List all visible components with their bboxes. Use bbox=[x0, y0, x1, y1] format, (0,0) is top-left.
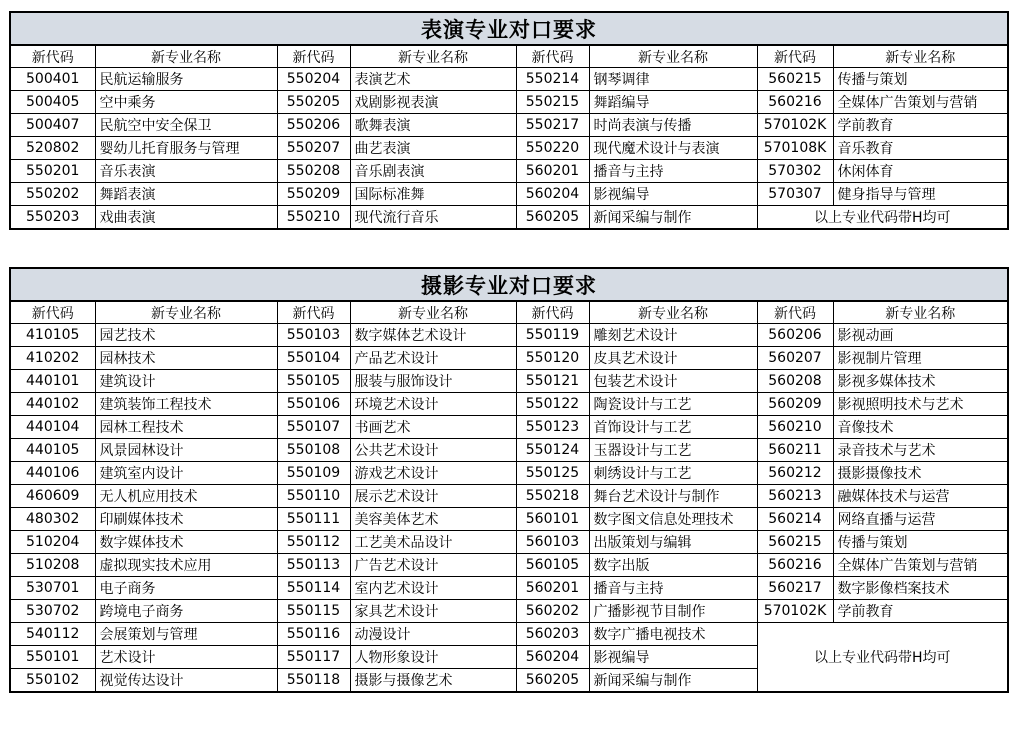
major-code: 440105 bbox=[10, 439, 95, 462]
major-name: 戏剧影视表演 bbox=[350, 91, 516, 114]
major-name: 数字媒体技术 bbox=[95, 531, 277, 554]
header-name: 新专业名称 bbox=[589, 45, 757, 68]
major-name: 建筑室内设计 bbox=[95, 462, 277, 485]
major-code: 550208 bbox=[277, 160, 350, 183]
major-name: 现代魔术设计与表演 bbox=[589, 137, 757, 160]
major-name: 健身指导与管理 bbox=[833, 183, 1008, 206]
major-code: 550214 bbox=[516, 68, 589, 91]
major-name: 国际标准舞 bbox=[350, 183, 516, 206]
major-code: 550107 bbox=[277, 416, 350, 439]
major-name: 婴幼儿托育服务与管理 bbox=[95, 137, 277, 160]
major-code: 560205 bbox=[516, 206, 589, 230]
major-code: 550119 bbox=[516, 324, 589, 347]
major-name: 影视多媒体技术 bbox=[833, 370, 1008, 393]
major-name: 数字广播电视技术 bbox=[589, 623, 757, 646]
major-name: 广播影视节目制作 bbox=[589, 600, 757, 623]
table-row bbox=[10, 160, 1008, 183]
major-name: 广告艺术设计 bbox=[350, 554, 516, 577]
major-name: 雕刻艺术设计 bbox=[589, 324, 757, 347]
table-row bbox=[10, 508, 1008, 531]
major-name: 陶瓷设计与工艺 bbox=[589, 393, 757, 416]
major-name: 影视编导 bbox=[589, 183, 757, 206]
major-name: 数字媒体艺术设计 bbox=[350, 324, 516, 347]
major-code: 560216 bbox=[757, 91, 833, 114]
major-code: 550205 bbox=[277, 91, 350, 114]
major-code: 460609 bbox=[10, 485, 95, 508]
major-name: 书画艺术 bbox=[350, 416, 516, 439]
major-name: 舞蹈表演 bbox=[95, 183, 277, 206]
major-code: 480302 bbox=[10, 508, 95, 531]
photography-table-body bbox=[10, 268, 1008, 692]
major-code: 550206 bbox=[277, 114, 350, 137]
major-name: 民航空中安全保卫 bbox=[95, 114, 277, 137]
major-code: 560203 bbox=[516, 623, 589, 646]
header-row bbox=[10, 301, 1008, 324]
major-name: 展示艺术设计 bbox=[350, 485, 516, 508]
table-row bbox=[10, 462, 1008, 485]
major-name: 舞蹈编导 bbox=[589, 91, 757, 114]
table-row bbox=[10, 91, 1008, 114]
major-name: 民航运输服务 bbox=[95, 68, 277, 91]
major-code: 500407 bbox=[10, 114, 95, 137]
major-name: 公共艺术设计 bbox=[350, 439, 516, 462]
major-code: 550106 bbox=[277, 393, 350, 416]
major-code: 560204 bbox=[516, 646, 589, 669]
major-name: 时尚表演与传播 bbox=[589, 114, 757, 137]
code-note: 以上专业代码带H均可 bbox=[757, 623, 1008, 693]
major-code: 570102K bbox=[757, 114, 833, 137]
major-code: 560212 bbox=[757, 462, 833, 485]
major-name: 动漫设计 bbox=[350, 623, 516, 646]
major-code: 550116 bbox=[277, 623, 350, 646]
performance-major-table bbox=[9, 11, 1009, 230]
header-code: 新代码 bbox=[277, 45, 350, 68]
major-name: 影视动画 bbox=[833, 324, 1008, 347]
major-name: 录音技术与艺术 bbox=[833, 439, 1008, 462]
major-code: 560215 bbox=[757, 68, 833, 91]
major-code: 550217 bbox=[516, 114, 589, 137]
table-row bbox=[10, 324, 1008, 347]
major-code: 550103 bbox=[277, 324, 350, 347]
header-code: 新代码 bbox=[757, 301, 833, 324]
major-name: 全媒体广告策划与营销 bbox=[833, 91, 1008, 114]
major-name: 影视制片管理 bbox=[833, 347, 1008, 370]
header-code: 新代码 bbox=[516, 301, 589, 324]
table-row bbox=[10, 68, 1008, 91]
major-name: 电子商务 bbox=[95, 577, 277, 600]
major-code: 560208 bbox=[757, 370, 833, 393]
major-name: 玉器设计与工艺 bbox=[589, 439, 757, 462]
table-row bbox=[10, 183, 1008, 206]
major-code: 550122 bbox=[516, 393, 589, 416]
major-code: 560202 bbox=[516, 600, 589, 623]
major-code: 550215 bbox=[516, 91, 589, 114]
code-note: 以上专业代码带H均可 bbox=[757, 206, 1008, 230]
major-code: 560201 bbox=[516, 160, 589, 183]
major-name: 家具艺术设计 bbox=[350, 600, 516, 623]
header-code: 新代码 bbox=[516, 45, 589, 68]
major-name: 音乐剧表演 bbox=[350, 160, 516, 183]
major-name: 建筑设计 bbox=[95, 370, 277, 393]
major-code: 500401 bbox=[10, 68, 95, 91]
major-name: 游戏艺术设计 bbox=[350, 462, 516, 485]
major-name: 无人机应用技术 bbox=[95, 485, 277, 508]
header-name: 新专业名称 bbox=[350, 301, 516, 324]
major-name: 摄影与摄像艺术 bbox=[350, 669, 516, 693]
major-name: 休闲体育 bbox=[833, 160, 1008, 183]
header-code: 新代码 bbox=[757, 45, 833, 68]
major-code: 530702 bbox=[10, 600, 95, 623]
major-name: 园艺技术 bbox=[95, 324, 277, 347]
major-name: 首饰设计与工艺 bbox=[589, 416, 757, 439]
header-code: 新代码 bbox=[10, 45, 95, 68]
major-name: 环境艺术设计 bbox=[350, 393, 516, 416]
major-code: 550111 bbox=[277, 508, 350, 531]
photography-major-table bbox=[9, 267, 1009, 693]
table-row bbox=[10, 531, 1008, 554]
major-code: 550204 bbox=[277, 68, 350, 91]
major-code: 440101 bbox=[10, 370, 95, 393]
major-code: 440104 bbox=[10, 416, 95, 439]
major-name: 新闻采编与制作 bbox=[589, 669, 757, 693]
major-name: 视觉传达设计 bbox=[95, 669, 277, 693]
header-name: 新专业名称 bbox=[95, 45, 277, 68]
major-name: 舞台艺术设计与制作 bbox=[589, 485, 757, 508]
header-code: 新代码 bbox=[277, 301, 350, 324]
major-name: 歌舞表演 bbox=[350, 114, 516, 137]
major-code: 550114 bbox=[277, 577, 350, 600]
major-code: 560207 bbox=[757, 347, 833, 370]
major-name: 风景园林设计 bbox=[95, 439, 277, 462]
header-name: 新专业名称 bbox=[95, 301, 277, 324]
major-name: 表演艺术 bbox=[350, 68, 516, 91]
major-name: 融媒体技术与运营 bbox=[833, 485, 1008, 508]
major-code: 560201 bbox=[516, 577, 589, 600]
major-name: 数字影像档案技术 bbox=[833, 577, 1008, 600]
major-name: 刺绣设计与工艺 bbox=[589, 462, 757, 485]
table-row bbox=[10, 439, 1008, 462]
table-row bbox=[10, 577, 1008, 600]
major-name: 产品艺术设计 bbox=[350, 347, 516, 370]
table-row bbox=[10, 347, 1008, 370]
major-name: 包装艺术设计 bbox=[589, 370, 757, 393]
major-name: 传播与策划 bbox=[833, 531, 1008, 554]
major-code: 550210 bbox=[277, 206, 350, 230]
major-name: 跨境电子商务 bbox=[95, 600, 277, 623]
major-code: 550117 bbox=[277, 646, 350, 669]
major-name: 学前教育 bbox=[833, 114, 1008, 137]
major-name: 音乐表演 bbox=[95, 160, 277, 183]
table-row bbox=[10, 137, 1008, 160]
major-name: 空中乘务 bbox=[95, 91, 277, 114]
major-code: 550102 bbox=[10, 669, 95, 693]
major-name: 戏曲表演 bbox=[95, 206, 277, 230]
major-code: 560211 bbox=[757, 439, 833, 462]
header-name: 新专业名称 bbox=[589, 301, 757, 324]
major-code: 550110 bbox=[277, 485, 350, 508]
major-name: 曲艺表演 bbox=[350, 137, 516, 160]
table-row bbox=[10, 623, 1008, 646]
major-code: 560214 bbox=[757, 508, 833, 531]
major-code: 550218 bbox=[516, 485, 589, 508]
major-code: 550115 bbox=[277, 600, 350, 623]
major-code: 570302 bbox=[757, 160, 833, 183]
major-name: 播音与主持 bbox=[589, 577, 757, 600]
major-code: 560205 bbox=[516, 669, 589, 693]
major-name: 园林技术 bbox=[95, 347, 277, 370]
major-name: 虚拟现实技术应用 bbox=[95, 554, 277, 577]
major-name: 传播与策划 bbox=[833, 68, 1008, 91]
header-row bbox=[10, 45, 1008, 68]
major-code: 560217 bbox=[757, 577, 833, 600]
major-name: 会展策划与管理 bbox=[95, 623, 277, 646]
major-code: 550209 bbox=[277, 183, 350, 206]
major-name: 美容美体艺术 bbox=[350, 508, 516, 531]
table-row bbox=[10, 206, 1008, 230]
major-name: 影视编导 bbox=[589, 646, 757, 669]
major-name: 现代流行音乐 bbox=[350, 206, 516, 230]
major-code: 560216 bbox=[757, 554, 833, 577]
major-code: 530701 bbox=[10, 577, 95, 600]
major-code: 560103 bbox=[516, 531, 589, 554]
major-code: 550118 bbox=[277, 669, 350, 693]
major-code: 560206 bbox=[757, 324, 833, 347]
major-name: 播音与主持 bbox=[589, 160, 757, 183]
major-code: 550112 bbox=[277, 531, 350, 554]
major-name: 艺术设计 bbox=[95, 646, 277, 669]
major-code: 410202 bbox=[10, 347, 95, 370]
major-name: 全媒体广告策划与营销 bbox=[833, 554, 1008, 577]
major-code: 570108K bbox=[757, 137, 833, 160]
major-name: 数字图文信息处理技术 bbox=[589, 508, 757, 531]
major-code: 560204 bbox=[516, 183, 589, 206]
major-name: 网络直播与运营 bbox=[833, 508, 1008, 531]
major-code: 550101 bbox=[10, 646, 95, 669]
major-code: 550207 bbox=[277, 137, 350, 160]
major-code: 560213 bbox=[757, 485, 833, 508]
major-code: 570102K bbox=[757, 600, 833, 623]
major-code: 560101 bbox=[516, 508, 589, 531]
major-code: 550109 bbox=[277, 462, 350, 485]
major-code: 550104 bbox=[277, 347, 350, 370]
header-name: 新专业名称 bbox=[833, 301, 1008, 324]
major-code: 550124 bbox=[516, 439, 589, 462]
major-code: 550123 bbox=[516, 416, 589, 439]
major-name: 皮具艺术设计 bbox=[589, 347, 757, 370]
table-row bbox=[10, 370, 1008, 393]
major-code: 540112 bbox=[10, 623, 95, 646]
major-name: 出版策划与编辑 bbox=[589, 531, 757, 554]
major-code: 560215 bbox=[757, 531, 833, 554]
major-name: 数字出版 bbox=[589, 554, 757, 577]
major-code: 560210 bbox=[757, 416, 833, 439]
major-name: 人物形象设计 bbox=[350, 646, 516, 669]
major-name: 钢琴调律 bbox=[589, 68, 757, 91]
table-title: 摄影专业对口要求 bbox=[10, 268, 1008, 301]
header-code: 新代码 bbox=[10, 301, 95, 324]
major-code: 550105 bbox=[277, 370, 350, 393]
table-row bbox=[10, 393, 1008, 416]
table-row bbox=[10, 485, 1008, 508]
major-code: 440102 bbox=[10, 393, 95, 416]
major-code: 550108 bbox=[277, 439, 350, 462]
major-code: 410105 bbox=[10, 324, 95, 347]
header-name: 新专业名称 bbox=[350, 45, 516, 68]
major-code: 520802 bbox=[10, 137, 95, 160]
major-code: 550203 bbox=[10, 206, 95, 230]
table-title: 表演专业对口要求 bbox=[10, 12, 1008, 45]
major-name: 新闻采编与制作 bbox=[589, 206, 757, 230]
major-code: 550113 bbox=[277, 554, 350, 577]
major-name: 学前教育 bbox=[833, 600, 1008, 623]
major-name: 音乐教育 bbox=[833, 137, 1008, 160]
major-code: 500405 bbox=[10, 91, 95, 114]
header-name: 新专业名称 bbox=[833, 45, 1008, 68]
table-row bbox=[10, 600, 1008, 623]
performance-table-body bbox=[10, 12, 1008, 229]
major-code: 550120 bbox=[516, 347, 589, 370]
major-name: 影视照明技术与艺术 bbox=[833, 393, 1008, 416]
major-code: 510208 bbox=[10, 554, 95, 577]
major-name: 印刷媒体技术 bbox=[95, 508, 277, 531]
major-code: 560209 bbox=[757, 393, 833, 416]
major-code: 510204 bbox=[10, 531, 95, 554]
major-name: 音像技术 bbox=[833, 416, 1008, 439]
major-code: 550121 bbox=[516, 370, 589, 393]
major-name: 摄影摄像技术 bbox=[833, 462, 1008, 485]
table-row bbox=[10, 114, 1008, 137]
major-code: 550202 bbox=[10, 183, 95, 206]
table-row bbox=[10, 416, 1008, 439]
major-code: 570307 bbox=[757, 183, 833, 206]
major-name: 园林工程技术 bbox=[95, 416, 277, 439]
major-code: 550220 bbox=[516, 137, 589, 160]
major-name: 工艺美术品设计 bbox=[350, 531, 516, 554]
major-name: 室内艺术设计 bbox=[350, 577, 516, 600]
major-code: 550201 bbox=[10, 160, 95, 183]
major-name: 建筑装饰工程技术 bbox=[95, 393, 277, 416]
major-code: 560105 bbox=[516, 554, 589, 577]
major-code: 550125 bbox=[516, 462, 589, 485]
table-row bbox=[10, 554, 1008, 577]
major-name: 服装与服饰设计 bbox=[350, 370, 516, 393]
major-code: 440106 bbox=[10, 462, 95, 485]
